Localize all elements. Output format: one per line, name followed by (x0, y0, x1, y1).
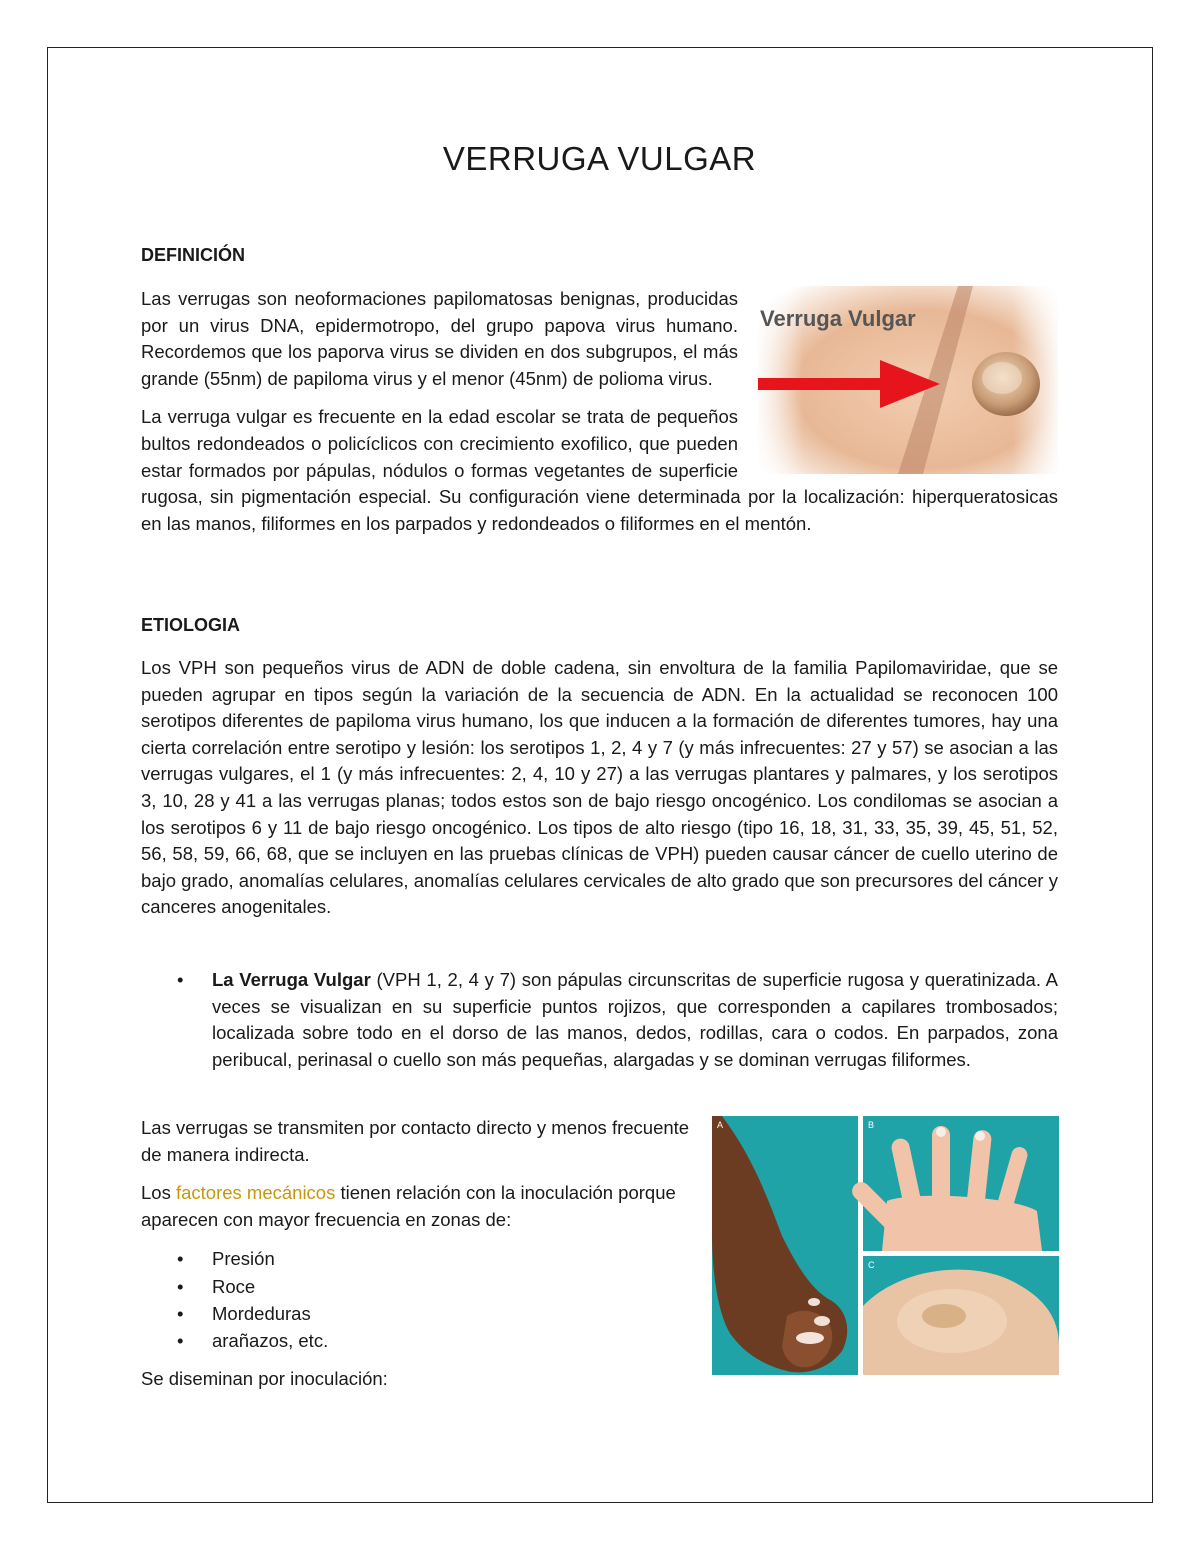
image-caption: Verruga Vulgar (760, 306, 916, 331)
panel-label-b: B (868, 1120, 875, 1130)
zona-aranazos: arañazos, etc. (212, 1329, 329, 1351)
bullet-dot: • (177, 1302, 184, 1324)
clinical-photos-panel (712, 1116, 1059, 1375)
bullet-dot: • (177, 1329, 184, 1351)
panel-label-c: C (868, 1260, 875, 1270)
factores-pre: Los (141, 1182, 176, 1204)
zona-mordeduras: Mordeduras (212, 1302, 311, 1324)
bullet-dot: • (177, 1275, 184, 1297)
verruga-vulgar-image (758, 286, 1058, 474)
panel-label-a: A (717, 1120, 724, 1130)
bullet-dot: • (177, 1248, 184, 1270)
list-item (141, 967, 1058, 1073)
bullet-dot: • (177, 969, 184, 990)
transmision-paragraph: Las verrugas se transmiten por contacto directo y menos frecuente de manera indirecta. (141, 1117, 690, 1165)
definicion-paragraph-1: Las verrugas son neoformaciones papilomatosas benignas, producidas por un virus DNA, epidermotropo, del grupo papova virus humano. Recordemos que los paporva virus se dividen en dos subgrupos, el más grande (55nm) de papiloma virus y el menor (45nm) de polioma virus. (141, 288, 738, 389)
list-item (141, 1273, 693, 1300)
heading-definicion: DEFINICIÓN (141, 245, 246, 265)
bullet-text: (VPH 1, 2, 4 y 7) son pápulas circunscritas de superficie rugosa y queratinizada. A veces se visualizan en su superficie puntos rojizos, que corresponden a capilares trombosados; localizada sobre todo en el dorso de las manos, dedos, rodillas, cara o codos. En parpados, zona peribucal, perinasal o cuello son más pequeñas, alargadas y se dominan verrugas filiformes. (212, 969, 1058, 1070)
page-title: VERRUGA VULGAR (442, 140, 757, 177)
zona-roce: Roce (212, 1275, 256, 1297)
bullet-bold-term: La Verruga Vulgar (212, 969, 371, 990)
definicion-paragraph-2: La verruga vulgar es frecuente en la edad escolar se trata de pequeños bultos redondeados o policíclicos con crecimiento exofilico, que pueden estar formados por pápulas, nódulos o formas vegetantes de superficie rugosa, sin pigmentación especial. Su configuración viene determinada por la localización: hiperqueratosicas en las manos, filiformes en los parpados y redondeados o filiformes en el mentón. (141, 406, 1058, 534)
zonas-list (141, 1245, 693, 1354)
etiologia-paragraph: Los VPH son pequeños virus de ADN de doble cadena, sin envoltura de la familia Papilomaviridae, que se pueden agrupar en tipos según la variación de la secuencia de ADN. En la actualidad se reconocen 100 serotipos diferentes de papiloma virus humano, los que inducen a la formación de diferentes tumores, hay una cierta correlación entre serotipo y lesión: los serotipos 1, 2, 4 y 7 (y más infrecuentes: 27 y 57) se asocian a las verrugas vulgares, el 1 (y más infrecuentes: 2, 4, 10 y 27) a las verrugas plantares y palmares, y los serotipos 3, 10, 28 y 41 a las verrugas planas; todos estos son de bajo riesgo oncogénico. Los condilomas se asocian a los serotipos 6 y 11 de bajo riesgo oncogénico. Los tipos de alto riesgo (tipo 16, 18, 31, 33, 35, 39, 45, 51, 52, 56, 58, 59, 66, 68, que se incluyen en las pruebas clínicas de VPH) pueden causar cáncer de cuello uterino de bajo grado, anomalías celulares, anomalías celulares cervicales de alto grado que son precursores del cáncer y canceres anogenitales. (141, 657, 1058, 918)
final-paragraph: Se diseminan por inoculación: (141, 1368, 388, 1390)
definicion-block (141, 286, 1058, 537)
verruga-bullet-list (141, 967, 1058, 1073)
zona-presion: Presión (212, 1248, 275, 1270)
factores-post: tienen relación con la inoculación porque aparecen con mayor frecuencia en zonas de: (141, 1182, 676, 1230)
list-item (141, 1327, 693, 1354)
factores-mecanicos-link[interactable]: factores mecánicos (175, 1182, 336, 1204)
list-item (141, 1245, 693, 1272)
list-item (141, 1300, 693, 1327)
transmision-block (141, 1115, 693, 1393)
etiologia-block (141, 655, 1058, 921)
factores-paragraph (141, 1180, 693, 1233)
heading-etiologia: ETIOLOGIA (141, 615, 240, 635)
